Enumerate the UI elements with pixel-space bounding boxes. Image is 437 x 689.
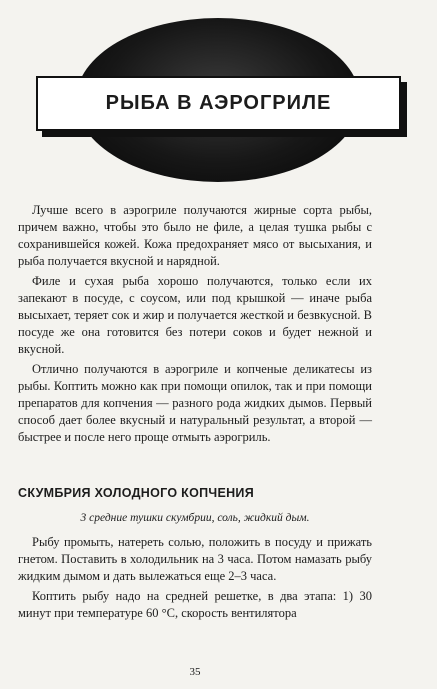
- recipe-step: Коптить рыбу надо на средней решетке, в два этапа: 1) 30 минут при температуре 60 °С, скорость вентилятора: [18, 589, 372, 620]
- recipe-ingredients: 3 средние тушки скумбрии, соль, жидкий дым.: [80, 512, 310, 524]
- chapter-header: [0, 0, 437, 190]
- intro-paragraph: Лучше всего в аэрогриле получаются жирные сорта рыбы, причем важно, чтобы это было не филе, а целая тушка рыбы с сохранившейся кожей. Кожа предохраняет мясо от высыхания, и рыба получается вкусной и нарядной.: [18, 203, 372, 268]
- intro-text: [18, 202, 372, 449]
- intro-paragraph: Филе и сухая рыба хорошо получаются, только если их запекают в посуде, с соусом, или под крышкой — иначе рыба высыхает, теряет сок и жир и получается жесткой и безвкусной. В посуде же она готовится без потери соков и будет нежной и вкусной.: [18, 274, 372, 356]
- chapter-title: РЫБА В АЭРОГРИЛЕ: [105, 92, 332, 114]
- chapter-title-box: [36, 76, 401, 131]
- intro-paragraph: Отлично получаются в аэрогриле и копченые деликатесы из рыбы. Коптить можно как при помощи опилок, так и при помощи препаратов для копчения — разного рода жидких дымов. Первый способ дает более вкусный и натуральный результат, а второй — быстрее и после него проще отмыть аэрогриль.: [18, 362, 372, 444]
- recipe-step: Рыбу промыть, натереть солью, положить в посуду и прижать гнетом. Поставить в холодильник на 3 часа. Потом намазать рыбу жидким дымом и дать вылежаться еще 2–3 часа.: [18, 535, 372, 583]
- recipe-title: СКУМБРИЯ ХОЛОДНОГО КОПЧЕНИЯ: [18, 486, 254, 500]
- recipe-steps: [18, 534, 372, 625]
- page-number: 35: [189, 666, 201, 678]
